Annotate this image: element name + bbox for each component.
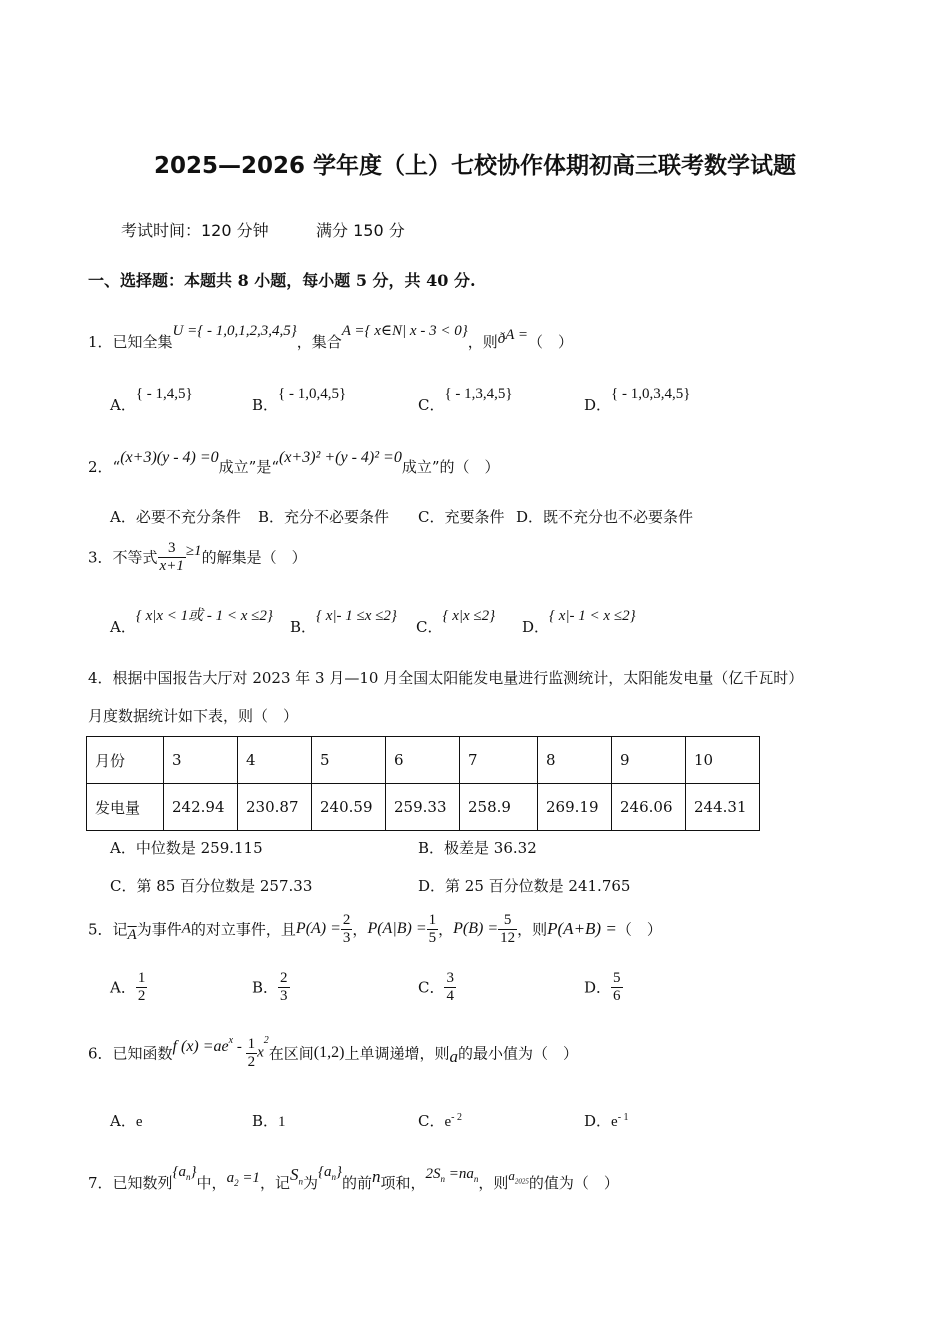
q1-text: ，集合 (296, 333, 342, 351)
q7-n: n (371, 1167, 381, 1186)
q5-prob-b: P(B) = (453, 920, 499, 937)
table-cell: 6 (386, 737, 460, 784)
table-cell: 269.19 (538, 784, 612, 831)
option-value: 既不充分也不必要条件 (543, 508, 694, 526)
q5-option-b[interactable] (252, 970, 290, 1004)
fraction-numerator: 1 (247, 1036, 256, 1052)
q2-option-a[interactable] (110, 506, 241, 527)
q5-text: 的对立事件，且 (190, 920, 296, 939)
q3-fraction (158, 540, 186, 574)
q5-sep: ， (438, 920, 454, 939)
seq-symbol: {a (172, 1164, 187, 1180)
fraction-numerator: 2 (342, 912, 351, 928)
table-cell: 10 (686, 737, 760, 784)
section-header: 一、选择题：本题共 8 小题，每小题 5 分，共 40 分. (88, 271, 476, 290)
option-value: e (135, 1114, 143, 1130)
question-7 (88, 1164, 619, 1194)
q5-option-a[interactable] (110, 970, 147, 1004)
q1-text: ，则 (467, 333, 498, 351)
q3-number: 3．不等式 (88, 548, 158, 567)
table-cell: 246.06 (612, 784, 686, 831)
table-cell: 259.33 (386, 784, 460, 831)
q1-complement-a: A = (505, 327, 528, 343)
option-fraction (278, 970, 290, 1004)
q2-text: 成立”的（ ） (401, 458, 500, 476)
option-label: D． (418, 877, 446, 895)
table-row (87, 784, 760, 831)
option-label: D． (584, 396, 612, 414)
q1-option-c[interactable] (418, 386, 513, 415)
table-cell: 3 (164, 737, 238, 784)
option-value: 极差是 36.32 (444, 839, 537, 857)
option-value: 1 (278, 1114, 286, 1130)
q6-square: 2 (263, 1035, 269, 1046)
question-1 (88, 323, 573, 352)
q7-seq (173, 1164, 197, 1180)
option-fraction (611, 970, 623, 1004)
exam-time: 考试时间：120 分钟 (121, 221, 269, 240)
option-value: { x|- 1 ≤x ≤2} (316, 608, 397, 624)
q5-sep: ， (352, 920, 368, 939)
fraction-numerator: 3 (158, 540, 186, 558)
rel-part: =na (445, 1166, 474, 1182)
option-value: 必要不充分条件 (135, 508, 241, 526)
option-value: { - 1,0,3,4,5} (611, 386, 691, 402)
q6-option-d[interactable] (584, 1110, 629, 1131)
option-label: A． (110, 618, 136, 636)
q1-set-u: U ={ - 1,0,1,2,3,4,5} (172, 323, 297, 339)
fraction-numerator: 2 (280, 970, 288, 986)
fraction-denominator: 5 (428, 929, 437, 946)
question-2 (88, 449, 500, 477)
rel-sub: n (473, 1174, 479, 1184)
option-exponent: - 2 (451, 1112, 462, 1123)
fraction-numerator: 3 (446, 970, 454, 986)
q7-a2 (227, 1170, 260, 1186)
table-cell: 240.59 (312, 784, 386, 831)
table-cell: 5 (312, 737, 386, 784)
q6-option-c[interactable] (418, 1110, 462, 1131)
q5-number: 5．记 (88, 920, 128, 939)
q5-fraction-1 (341, 912, 353, 946)
q6-option-a[interactable] (110, 1110, 143, 1131)
q4-option-c[interactable] (110, 875, 312, 896)
q5-text: 为事件 (136, 920, 182, 939)
option-label: A． (110, 978, 136, 997)
table-cell: 244.31 (686, 784, 760, 831)
q5-prob-cond: P(A|B) = (367, 920, 427, 937)
option-label: D． (584, 978, 612, 997)
seq-sub: n (186, 1172, 191, 1182)
q3-option-d[interactable] (522, 608, 636, 637)
q5-fraction-2 (427, 912, 439, 946)
q6-a: a (449, 1047, 458, 1066)
table-cell: 4 (238, 737, 312, 784)
s-sub: n (298, 1176, 303, 1187)
q1-complement: ð (497, 331, 506, 347)
option-value: 第 25 百分位数是 241.765 (445, 877, 631, 895)
q5-prob-union: P(A+B) = (547, 919, 617, 938)
option-label: A． (110, 839, 136, 857)
table-cell: 7 (460, 737, 538, 784)
q5-text: ，则 (517, 920, 548, 939)
fraction-denominator: 12 (500, 929, 516, 946)
q6-x: x (257, 1044, 264, 1061)
option-label: B． (252, 396, 279, 414)
q1-number: 1．已知全集 (88, 333, 173, 351)
q2-option-b[interactable] (258, 506, 389, 527)
question-4-line2: 月度数据统计如下表，则（ ） (88, 707, 299, 725)
option-value: { x|- 1 < x ≤2} (549, 608, 636, 624)
option-label: C． (110, 877, 137, 895)
fraction-denominator: x+1 (159, 557, 184, 574)
rel-sub: n (440, 1174, 445, 1184)
option-value: { - 1,3,4,5} (444, 386, 513, 402)
q6-function: f (x) =ae (172, 1038, 229, 1055)
q4-option-a[interactable] (110, 837, 263, 858)
option-label: D． (584, 1112, 612, 1130)
q1-paren: （ ） (527, 333, 573, 351)
q1-option-b[interactable] (252, 386, 347, 415)
q7-seq2 (318, 1164, 342, 1180)
seq-symbol: {a (317, 1164, 332, 1180)
q3-option-c[interactable] (416, 608, 496, 637)
q5-option-d[interactable] (584, 970, 623, 1004)
a2025-symbol: a (508, 1168, 515, 1183)
q7-text: 的前 (341, 1174, 372, 1192)
option-value: 第 85 百分位数是 257.33 (136, 877, 313, 895)
q4-option-b[interactable] (418, 837, 537, 858)
fraction-numerator: 1 (428, 912, 437, 928)
option-label: A． (110, 396, 136, 414)
fraction-denominator: 6 (613, 987, 621, 1004)
q6-interval: (1,2) (313, 1044, 345, 1061)
exam-score: 满分 150 分 (316, 221, 405, 240)
option-value: { x|x < 1或 - 1 < x ≤2} (135, 608, 273, 624)
a2025-sub: 2025 (514, 1177, 529, 1186)
q6-text: 的最小值为（ ） (457, 1044, 578, 1063)
fraction-denominator: 2 (247, 1053, 256, 1070)
q3-option-a[interactable] (110, 608, 273, 637)
q5-paren: （ ） (616, 920, 662, 939)
seq-brace: } (190, 1164, 197, 1180)
q2-quote: “ (112, 458, 121, 476)
fraction-numerator: 5 (613, 970, 621, 986)
a2-eq: =1 (238, 1170, 260, 1186)
option-value: { - 1,0,4,5} (278, 386, 347, 402)
q6-number: 6．已知函数 (88, 1044, 173, 1063)
q7-a2025 (508, 1168, 529, 1186)
a2-sub: 2 (234, 1178, 239, 1188)
q7-text: 项和， (380, 1174, 426, 1192)
q2-option-c[interactable] (418, 506, 505, 527)
question-3 (88, 540, 307, 574)
q1-option-a[interactable] (110, 386, 193, 415)
table-cell: 258.9 (460, 784, 538, 831)
fraction-denominator: 4 (446, 987, 454, 1004)
fraction-numerator: 1 (137, 970, 146, 986)
q2-expr1: (x+3)(y - 4) =0 (120, 449, 219, 466)
seq-sub: n (331, 1172, 336, 1182)
q1-option-d[interactable] (584, 386, 691, 415)
table-header-month: 月份 (87, 737, 164, 784)
fraction-numerator: 5 (498, 912, 517, 930)
option-value: { - 1,4,5} (135, 386, 193, 402)
option-label: C． (418, 978, 445, 997)
option-label: C． (416, 618, 443, 636)
option-value: 充分不必要条件 (284, 508, 390, 526)
option-label: C． (418, 396, 445, 414)
q6-option-b[interactable] (252, 1110, 286, 1131)
rel-part: 2S (425, 1166, 441, 1182)
q4-option-d[interactable] (418, 875, 630, 896)
fraction-denominator: 3 (342, 929, 351, 946)
q5-fraction-3 (498, 912, 517, 946)
q6-exponent: x (228, 1035, 234, 1046)
exam-title: 2025—2026 学年度（上）七校协作体期初高三联考数学试题 (153, 153, 797, 179)
q7-text: ，记 (259, 1174, 290, 1192)
seq-brace: } (335, 1164, 342, 1180)
q1-set-a: A ={ x∈N| x - 3 < 0} (341, 323, 468, 339)
a2-symbol: a (226, 1170, 235, 1186)
option-value: e (444, 1114, 452, 1130)
question-4-line1: 4．根据中国报告大厅对 2023 年 3 月—10 月全国太阳能发电量进行监测统计，太阳能发电量（亿千瓦时） (88, 669, 804, 687)
fraction-denominator: 3 (280, 987, 288, 1004)
q3-option-b[interactable] (290, 608, 397, 637)
option-label: A． (110, 508, 136, 526)
q3-text: 的解集是（ ） (201, 548, 307, 567)
q7-text: ，则 (478, 1174, 509, 1192)
option-exponent: - 1 (617, 1112, 629, 1123)
s-symbol: S (289, 1165, 299, 1184)
option-label: B． (258, 508, 285, 526)
q5-event-a: A (181, 920, 191, 937)
q6-minus: - (233, 1038, 246, 1055)
question-5 (88, 912, 662, 946)
q5-option-c[interactable] (418, 970, 456, 1004)
fraction-denominator: 2 (137, 987, 146, 1004)
q7-text: 中， (196, 1174, 227, 1192)
option-label: B． (418, 839, 445, 857)
option-label: C． (418, 1112, 445, 1130)
option-value: e (611, 1114, 618, 1130)
option-label: C． (418, 508, 445, 526)
q6-text: 在区间 (268, 1044, 314, 1063)
q7-s (289, 1165, 303, 1187)
q7-relation (426, 1166, 479, 1182)
option-label: B． (290, 618, 317, 636)
q4-data-table (86, 736, 760, 831)
q7-text: 的值为（ ） (528, 1174, 619, 1192)
q2-text: 成立”是“ (218, 458, 279, 476)
q7-text: 为 (302, 1174, 318, 1192)
option-value: 充要条件 (444, 508, 505, 526)
q6-fraction (246, 1036, 258, 1070)
q6-text: 上单调递增，则 (344, 1044, 450, 1063)
table-cell: 242.94 (164, 784, 238, 831)
q3-relation: ≥1 (185, 542, 202, 559)
option-label: D． (516, 508, 544, 526)
q2-option-d[interactable] (516, 506, 693, 527)
option-label: A． (110, 1112, 136, 1130)
table-cell: 9 (612, 737, 686, 784)
q2-number: 2． (88, 458, 113, 476)
option-fraction (444, 970, 456, 1004)
table-cell: 8 (538, 737, 612, 784)
option-label: B． (252, 978, 279, 997)
q2-expr2: (x+3)² +(y - 4)² =0 (279, 449, 402, 466)
option-label: B． (252, 1112, 279, 1130)
q5-abar: $\overline{A}$ (127, 926, 137, 943)
table-cell: 230.87 (238, 784, 312, 831)
table-row (87, 737, 760, 784)
option-value: { x|x ≤2} (442, 608, 496, 624)
option-value: 中位数是 259.115 (135, 839, 263, 857)
option-fraction (136, 970, 148, 1004)
question-6 (88, 1036, 578, 1070)
option-label: D． (522, 618, 550, 636)
q7-number: 7．已知数列 (88, 1174, 173, 1192)
table-header-output: 发电量 (87, 784, 164, 831)
q5-prob-a: P(A) = (295, 920, 341, 937)
